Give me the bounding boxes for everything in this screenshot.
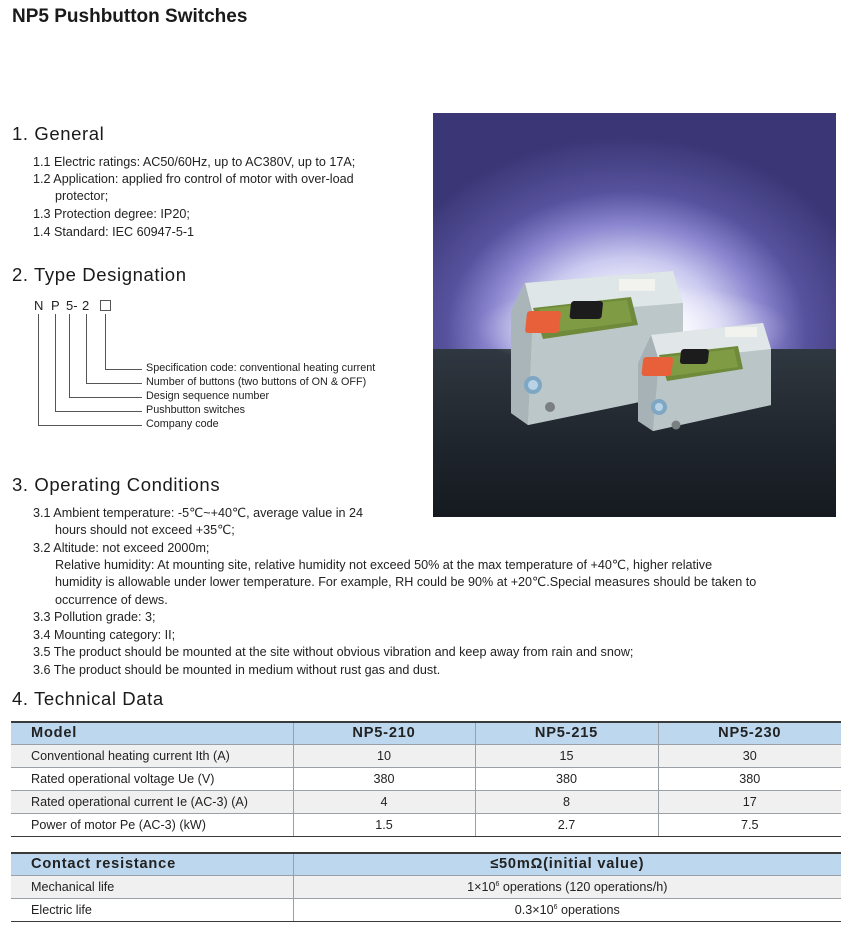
cell-value: 1.5 xyxy=(293,813,475,836)
header-contact-value: ≤50mΩ(initial value) xyxy=(293,853,841,875)
operating-item: 3.3 Pollution grade: 3; xyxy=(33,610,156,624)
general-item: protector; xyxy=(55,189,109,203)
row-label: Rated operational current Ie (AC-3) (A) xyxy=(11,790,293,813)
operating-item: Relative humidity: At mounting site, relative humidity not exceed 50% at the max temperature of +40℃, higher relative xyxy=(55,558,713,572)
operating-item: 3.2 Altitude: not exceed 2000m; xyxy=(33,541,210,555)
table-row xyxy=(11,744,841,767)
code-letter-5: 5- xyxy=(66,298,78,313)
cell-value: 8 xyxy=(475,790,658,813)
code-box xyxy=(100,300,111,311)
cell-value: 380 xyxy=(293,767,475,790)
general-item: 1.3 Protection degree: IP20; xyxy=(33,207,190,221)
header-contact-resistance: Contact resistance xyxy=(11,853,293,875)
cell-value: 17 xyxy=(658,790,841,813)
value-prefix: 1×10 xyxy=(467,879,496,894)
diagram-line xyxy=(69,314,70,398)
operating-item: 3.6 The product should be mounted in medium without rust gas and dust. xyxy=(33,663,441,677)
header-model: Model xyxy=(11,722,293,744)
section-type-heading: 2. Type Designation xyxy=(12,264,187,285)
operating-item: 3.5 The product should be mounted at the site without obvious vibration and keep away from rain and snow; xyxy=(33,645,634,659)
diagram-line xyxy=(38,425,142,426)
code-letter-2: 2 xyxy=(82,298,90,313)
operating-item: occurrence of dews. xyxy=(55,593,168,607)
contact-resistance-table xyxy=(11,852,841,922)
diagram-line xyxy=(86,314,87,384)
value-suffix: operations (120 operations/h) xyxy=(499,879,668,894)
value-exponent: 6 xyxy=(553,903,558,911)
table-row xyxy=(11,898,841,921)
diagram-label: Design sequence number xyxy=(146,390,270,402)
diagram-line xyxy=(38,314,39,426)
diagram-label: Specification code: conventional heating current xyxy=(146,362,376,374)
diagram-label: Company code xyxy=(146,418,219,430)
table-row xyxy=(11,813,841,836)
header-np5-230: NP5-230 xyxy=(658,722,841,744)
row-label: Mechanical life xyxy=(11,875,293,898)
operating-item: 3.4 Mounting category: II; xyxy=(33,628,176,642)
value-prefix: 0.3×10 xyxy=(514,902,554,917)
header-np5-215: NP5-215 xyxy=(475,722,658,744)
section-technical-heading: 4. Technical Data xyxy=(12,688,164,709)
operating-item: 3.1 Ambient temperature: -5℃~+40℃, average value in 24 xyxy=(33,506,364,520)
cell-value: 7.5 xyxy=(658,813,841,836)
header-np5-210: NP5-210 xyxy=(293,722,475,744)
row-label: Conventional heating current Ith (A) xyxy=(11,744,293,767)
row-label: Rated operational voltage Ue (V) xyxy=(11,767,293,790)
diagram-line xyxy=(105,314,106,370)
operating-item: humidity is allowable under lower temperature. For example, RH could be 90% at +20℃.Special measures should be taken to xyxy=(55,575,757,589)
code-letter-n: N xyxy=(34,298,44,313)
diagram-line xyxy=(55,411,142,412)
cell-value: 380 xyxy=(658,767,841,790)
diagram-label: Pushbutton switches xyxy=(146,404,246,416)
table-header-row xyxy=(11,722,841,744)
switch-small xyxy=(638,323,771,431)
diagram-line xyxy=(86,383,142,384)
value-exponent: 6 xyxy=(495,880,500,888)
general-item: 1.2 Application: applied fro control of motor with over-load xyxy=(33,172,354,186)
technical-data-table xyxy=(11,721,841,837)
cell-value: 10 xyxy=(293,744,475,767)
cell-value: 2.7 xyxy=(475,813,658,836)
cell-value: 30 xyxy=(658,744,841,767)
diagram-label: Number of buttons (two buttons of ON & OFF) xyxy=(146,376,367,388)
section-operating-heading: 3. Operating Conditions xyxy=(12,474,221,495)
diagram-line xyxy=(105,369,142,370)
section-general-heading: 1. General xyxy=(12,123,105,144)
row-label: Electric life xyxy=(11,898,293,921)
cell-value xyxy=(293,898,841,921)
page-title: NP5 Pushbutton Switches xyxy=(12,6,248,27)
general-item: 1.4 Standard: IEC 60947-5-1 xyxy=(33,225,195,239)
table-header-row xyxy=(11,853,841,875)
cell-value xyxy=(293,875,841,898)
diagram-line xyxy=(55,314,56,412)
value-suffix: operations xyxy=(557,902,620,917)
product-photo xyxy=(433,113,836,517)
code-letter-p: P xyxy=(51,298,60,313)
cell-value: 15 xyxy=(475,744,658,767)
table-row xyxy=(11,790,841,813)
cell-value: 380 xyxy=(475,767,658,790)
pushbutton-switch-illustration xyxy=(433,113,836,517)
cell-value: 4 xyxy=(293,790,475,813)
table-row xyxy=(11,767,841,790)
diagram-line xyxy=(69,397,142,398)
table-row xyxy=(11,875,841,898)
operating-item: hours should not exceed +35℃; xyxy=(55,523,235,537)
row-label: Power of motor Pe (AC-3) (kW) xyxy=(11,813,293,836)
general-item: 1.1 Electric ratings: AC50/60Hz, up to AC380V, up to 17A; xyxy=(33,155,356,169)
